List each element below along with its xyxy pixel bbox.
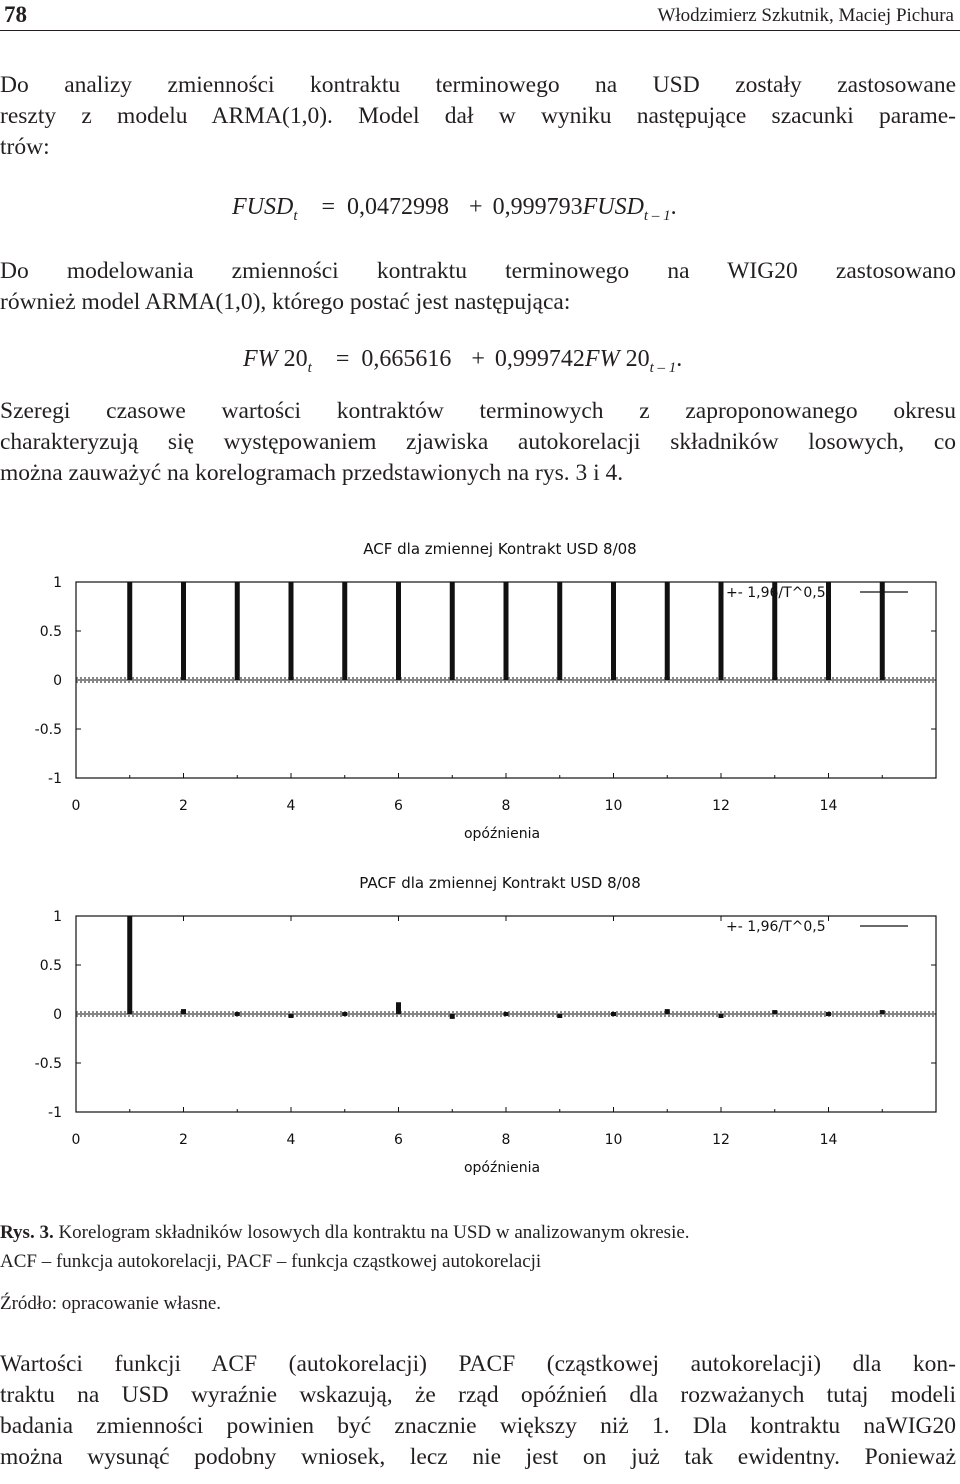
eq-lhs: FUSD [232,194,294,220]
caption-line-2: ACF – funkcja autokorelacji, PACF – funkcja cząstkowej autokorelacji [0,1251,542,1272]
legend-label: +- 1,96/T^0,5 [726,585,826,601]
x-tick-label: 10 [604,798,623,814]
eq-lhs-subscript: t [307,360,312,376]
paragraph-line: traktu na USD wyraźnie wskazują, że rząd opóźnień dla rozważanych tutaj modeli [0,1382,956,1408]
eq-lhs-subscript: t [293,208,298,224]
paragraph-line: można zauważyć na korelogramach przedstawionych na rys. 3 i 4. [0,460,624,486]
y-tick-label: 0.5 [39,624,62,640]
correlation-bar [557,582,562,680]
y-tick-label: 1 [53,909,62,925]
eq-lhs-number: 20 [283,346,308,372]
y-tick-label: -0.5 [34,722,62,738]
eq-rhs-subscript: t – 1 [649,360,677,376]
correlation-bar [396,1002,401,1014]
y-tick-label: -1 [48,1105,62,1121]
paragraph-line: badania zmienności powinien być znacznie większy niż 1. Dla kontraktu naWIG20 [0,1413,956,1439]
y-tick-label: 1 [53,575,62,591]
x-tick-label: 2 [179,798,188,814]
correlation-bar [880,1010,885,1014]
chart-title: PACF dla zmiennej Kontrakt USD 8/08 [359,874,641,892]
correlation-bar [557,1014,562,1018]
chart-title: ACF dla zmiennej Kontrakt USD 8/08 [363,540,637,558]
legend-label: +- 1,96/T^0,5 [726,919,826,935]
correlation-bar [289,1014,294,1018]
paragraph-line: również model ARMA(1,0), którego postać jest następująca: [0,289,571,315]
paragraph-line: Szeregi czasowe wartości kontraktów terminowych z zaproponowanego okresu [0,398,956,424]
paragraph-line: trów: [0,134,50,160]
correlation-bar [719,582,724,680]
eq-coefficient: 0,999742 [494,346,585,372]
running-header-authors: Włodzimierz Szkutnik, Maciej Pichura [657,5,954,26]
running-header [0,0,960,31]
y-tick-label: 0.5 [39,958,62,974]
x-tick-label: 10 [604,1132,623,1148]
correlation-bar [181,582,186,680]
eq-equals: = [335,346,350,372]
x-tick-label: 0 [71,798,81,814]
caption-text: Korelogram składników losowych dla kontraktu na USD w analizowanym okresie. [53,1222,690,1243]
x-axis-label: opóźnienia [463,1160,541,1176]
y-tick-label: 0 [53,673,62,689]
x-tick-label: 14 [819,798,838,814]
eq-rhs: FW [584,346,620,372]
x-tick-label: 14 [819,1132,838,1148]
eq-constant: 0,665616 [361,346,452,372]
page-number: 78 [4,2,27,27]
y-tick-label: -0.5 [34,1056,62,1072]
correlation-bar [611,582,616,680]
correlation-bar [235,1012,240,1016]
correlation-bar [665,582,670,680]
correlation-bar [826,582,831,680]
x-tick-label: 8 [501,1132,511,1148]
correlation-bar [342,582,347,680]
x-axis-label: opóźnienia [463,826,541,842]
correlation-bar [289,582,294,680]
x-tick-label: 4 [286,798,296,814]
correlation-bar [127,916,132,1014]
x-tick-label: 12 [712,798,730,814]
paragraph-line: reszty z modelu ARMA(1,0). Model dał w wyniku następujące szacunki parame- [0,103,956,129]
paragraph-line: charakteryzują się występowaniem zjawiska autokorelacji składników losowych, co [0,429,956,455]
eq-period: . [670,194,677,220]
eq-plus: + [469,194,483,220]
wig-paragraph [0,256,956,318]
equation-fusd [232,194,677,225]
eq-rhs-number: 20 [625,346,650,372]
correlation-bar [826,1012,831,1016]
correlation-bar [504,582,509,680]
x-tick-label: 4 [286,1132,296,1148]
correlation-bar [450,582,455,680]
eq-plus: + [471,346,485,372]
eq-rhs-subscript: t – 1 [643,208,671,224]
correlation-bar [181,1009,186,1014]
eq-equals: = [321,194,336,220]
paragraph-line: można wysunąć podobny wniosek, lecz nie jest on już tak ewidentny. Ponieważ [0,1444,956,1470]
correlation-bar [450,1014,455,1019]
y-tick-label: 0 [53,1007,62,1023]
correlation-bar [504,1012,509,1016]
correlation-bar [396,582,401,680]
paragraph-line: Do modelowania zmienności kontraktu terminowego na WIG20 zastosowano [0,258,956,284]
closing-paragraph [0,1349,956,1473]
eq-rhs: FUSD [582,194,644,220]
paragraph-line: Wartości funkcji ACF (autokorelacji) PACF (cząstkowej autokorelacji) dla kon- [0,1351,956,1377]
correlation-bar [235,582,240,680]
correlation-bar [880,582,885,680]
x-tick-label: 2 [179,1132,188,1148]
correlation-bar [611,1012,616,1016]
correlogram-figure [0,524,960,1204]
x-tick-label: 8 [501,798,511,814]
equation-fw20 [243,346,682,377]
y-tick-label: -1 [48,771,62,787]
correlation-bar [342,1012,347,1016]
x-tick-label: 6 [394,1132,403,1148]
correlation-bar [665,1009,670,1014]
series-paragraph [0,396,956,489]
correlation-bar [719,1014,724,1018]
correlation-bar [772,1010,777,1014]
eq-lhs: FW [243,346,278,372]
x-tick-label: 0 [71,1132,81,1148]
figure-source: Źródło: opracowanie własne. [0,1293,222,1314]
eq-constant: 0,0472998 [347,194,450,220]
x-tick-label: 12 [712,1132,730,1148]
eq-coefficient: 0,999793 [492,194,583,220]
intro-paragraph [0,70,956,163]
paragraph-line: Do analizy zmienności kontraktu terminowego na USD zostały zastosowane [0,72,956,98]
correlation-bar [127,582,132,680]
x-tick-label: 6 [394,798,403,814]
figure-caption [0,1222,690,1244]
figure-label: Rys. 3. [0,1222,54,1243]
eq-period: . [676,346,683,372]
